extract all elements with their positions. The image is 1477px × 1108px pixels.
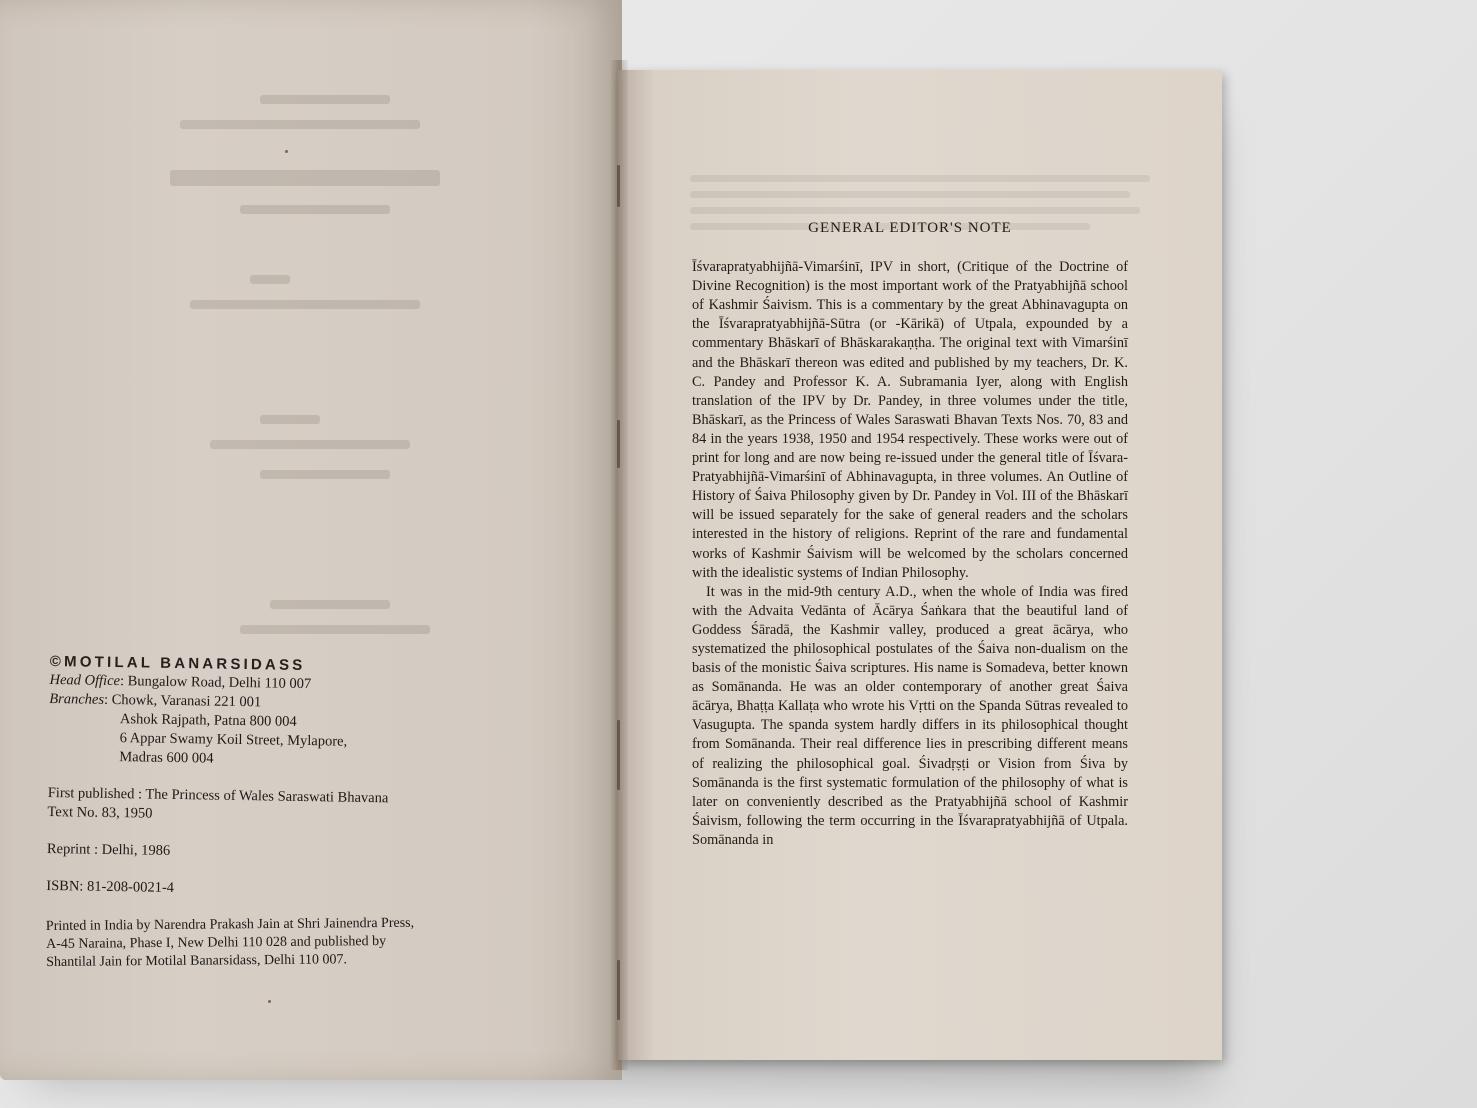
- branch-addresses: Ashok Rajpath, Patna 800 004 6 Appar Swamy Koil Street, Mylapore, Madras 600 004: [119, 711, 348, 767]
- isbn-line: ISBN: 81-208-0021-4: [46, 877, 175, 896]
- binding-stitch: [617, 420, 620, 468]
- binding-stitch: [617, 720, 620, 790]
- book-gutter: [610, 60, 628, 1070]
- note-title: GENERAL EDITOR'S NOTE: [808, 220, 1012, 236]
- show-through-text: [150, 95, 470, 535]
- speck: [268, 1000, 271, 1003]
- note-paragraph-1: Īśvarapratyabhijñā-Vimarśinī, IPV in short, (Critique of the Doctrine of Divine Recognition) is the most important work of the Pratyabhijñā school of Kashmir Śaivism. This is a commentary by the great Abhinavagupta on the Īśvarapratyabhijñā-Sūtra (or -Kārikā) of Utpala, expounded by a commentary Bhāskarī of Bhāskarakaṇṭha. The original text with Vimarśinī and the Bhāskarī thereon was edited and published by my teachers, Dr. K. C. Pandey and Professor K. A. Subramania Iyer, along with English translation of the IPV by Dr. Pandey, in three volumes under the title, Bhāskarī, as the Princess of Wales Saraswati Bhavan Texts Nos. 70, 83 and 84 in the years 1938, 1950 and 1954 respectively. These works were out of print for long and are now being re-issued under the general title of Īśvara-Pratyabhijñā-Vimarśinī of Abhinavagupta, in three volumes. An Outline of History of Śaiva Philosophy given by Dr. Pandey in Vol. III of the Bhāskarī will be issued separately for the sake of general readers and the scholars interested in the history of religions. Reprint of the rare and fundamental works of Kashmir Śaivism will be welcomed by the scholars concerned with the idealistic systems of Indian Philosophy.: [692, 259, 1128, 581]
- binding-stitch: [617, 960, 620, 1020]
- head-office-line: Head Office : Bungalow Road, Delhi 110 007: [49, 671, 312, 693]
- reprint-line: Reprint : Delhi, 1986: [46, 840, 171, 859]
- left-page: [0, 0, 622, 1080]
- speck: [285, 150, 288, 153]
- note-paragraph-2: It was in the mid-9th century A.D., when the whole of India was fired with the Advaita Vedānta of Ācārya Śaṅkara that the beautiful land of Goddess Śāradā, the Kashmir valley, produced a great ācārya, who systematized the philosophical postulates of the Śaiva non-dualism on the basis of the monistic Śaiva scriptures. His name is Somadeva, better known as Somānanda. He was an older contemporary of another great Śaiva ācārya, Bhaṭṭa Kallaṭa who wrote his Vṛtti on the Spanda Sūtras revealed to Vasugupta. The spanda system hardly differs in its philosophical thought from Somānanda. Their real difference lies in prescribing different means of realizing the philosophical goal. Śivadṛṣṭi or Vision from Śiva by Somānanda is the first systematic formulation of the philosophy of what is later on conveniently described as the Pratyabhijñā school of Kashmir Śaivism, following the term occurring in the Īśvarapratyabhijñā of Utpala. Somānanda in: [692, 583, 1128, 848]
- branches-line: Branches : Chowk, Varanasi 221 001: [49, 690, 262, 711]
- first-published: First published : The Princess of Wales Saraswati Bhavana: [47, 784, 389, 807]
- editors-note: [692, 219, 1128, 850]
- publisher-name: ©MOTILAL BANARSIDASS: [49, 652, 306, 675]
- printer-info: Printed in India by Narendra Prakash Jain at Shri Jainendra Press, A-45 Naraina, Phase I, New Delhi 110 028 and published by Shantilal Jain for Motilal Banarsidass, Delhi 110 007.: [45, 915, 415, 970]
- imprint-block: [45, 652, 510, 979]
- binding-stitch: [617, 165, 620, 207]
- text-number: Text No. 83, 1950: [47, 803, 153, 822]
